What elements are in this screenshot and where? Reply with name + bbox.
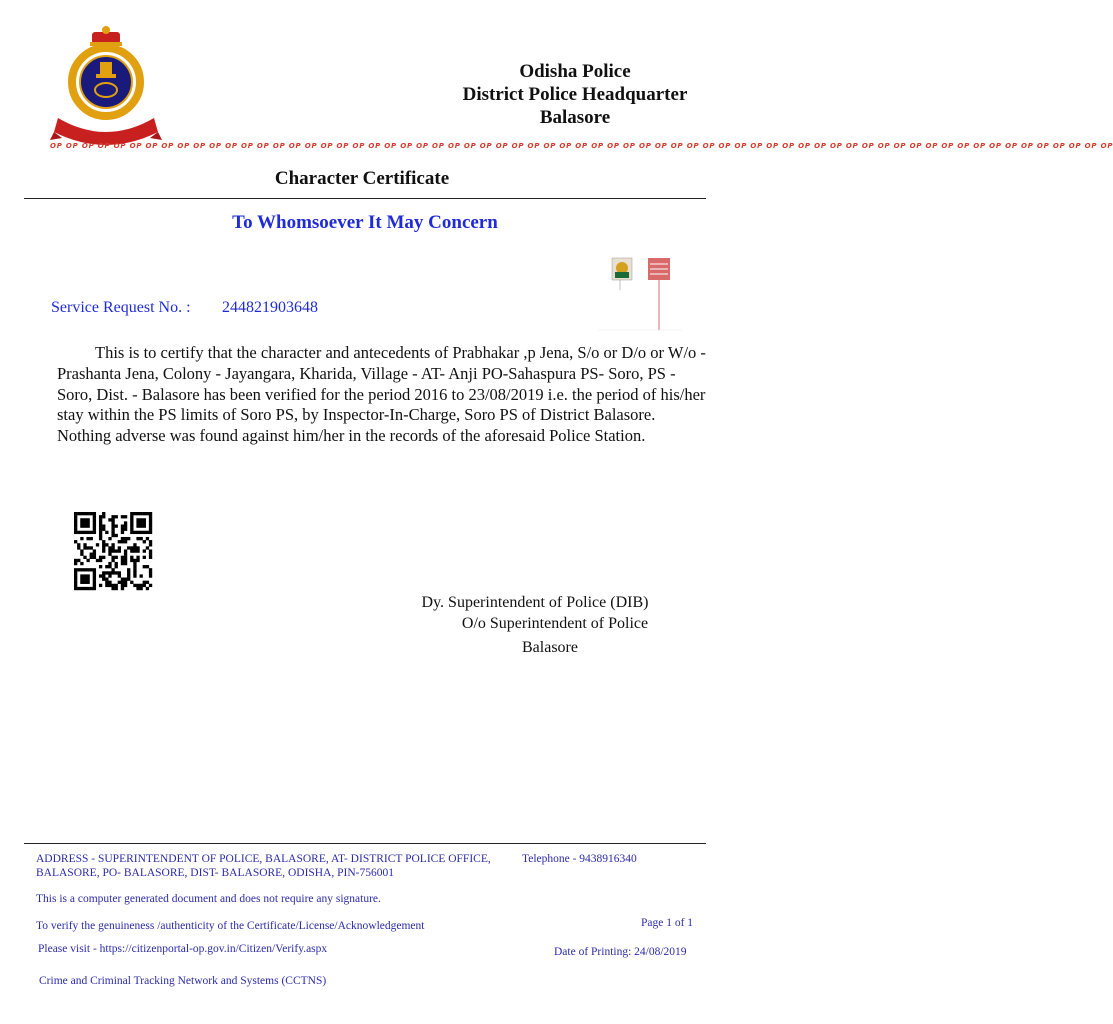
footer-divider [24,843,706,844]
org-name: Odisha Police [519,61,631,82]
issuing-authority [430,60,720,129]
org-location: Balasore [539,107,611,128]
page-number: Page 1 of 1 [641,917,694,929]
print-date: Date of Printing: 24/08/2019 [554,946,687,958]
certificate-body: This is to certify that the character and antecedents of Prabhakar ,p Jena, S/o or D/o or W/o - Prashanta Jena, Colony - Jayangara, Kharida, Village - AT- Anji PO-Sahaspura PS- Soro, PS - Soro, Dist. - Balasore has been verified for the period 2016 to 23/08/2019 i.e. the period of his/her stay within the PS limits of Soro PS, by Inspector-In-Charge, Soro PS of District Balasore. Nothing adverse was found against him/her in the records of the aforesaid Police Station. [57,343,706,446]
service-request-number: 244821903648 [222,299,318,316]
cctns-label: Crime and Criminal Tracking Network and Systems (CCTNS) [39,975,327,987]
odisha-police-emblem [52,22,160,152]
qr-code [74,512,152,590]
certificate-subtitle: To Whomsoever It May Concern [232,212,498,233]
verify-instructions: To verify the genuineness /authenticity of the Certificate/License/Acknowledgement [36,920,425,932]
signatory-designation: Dy. Superintendent of Police (DIB) [421,594,649,611]
signatory-office: O/o Superintendent of Police [461,615,649,632]
certificate-title: Character Certificate [274,168,450,189]
computer-generated-note: This is a computer generated document and does not require any signature. [36,893,381,905]
office-address: ADDRESS - SUPERINTENDENT OF POLICE, BALASORE, AT- DISTRICT POLICE OFFICE, BALASORE, PO- BALASORE, DIST- BALASORE, ODISHA, PIN-756001 [36,853,491,879]
title-divider [24,198,706,199]
telephone: Telephone - 9438916340 [522,853,637,865]
verify-url[interactable]: Please visit - https://citizenportal-op.gov.in/Citizen/Verify.aspx [38,943,328,955]
service-request-label: Service Request No. : [51,299,191,316]
signatory-location: Balasore [522,639,578,656]
op-watermark-strip: OP OP OP OP OP OP OP OP OP OP OP OP OP OP OP OP OP OP OP OP OP OP OP OP OP OP OP OP OP OP OP OP OP OP OP OP OP OP OP OP OP OP OP OP OP OP OP OP OP OP OP OP OP OP OP OP OP OP OP OP OP OP OP OP OP OP OP [50,142,1113,150]
photo-stamp [598,252,682,332]
org-unit: District Police Headquarter [462,84,688,105]
